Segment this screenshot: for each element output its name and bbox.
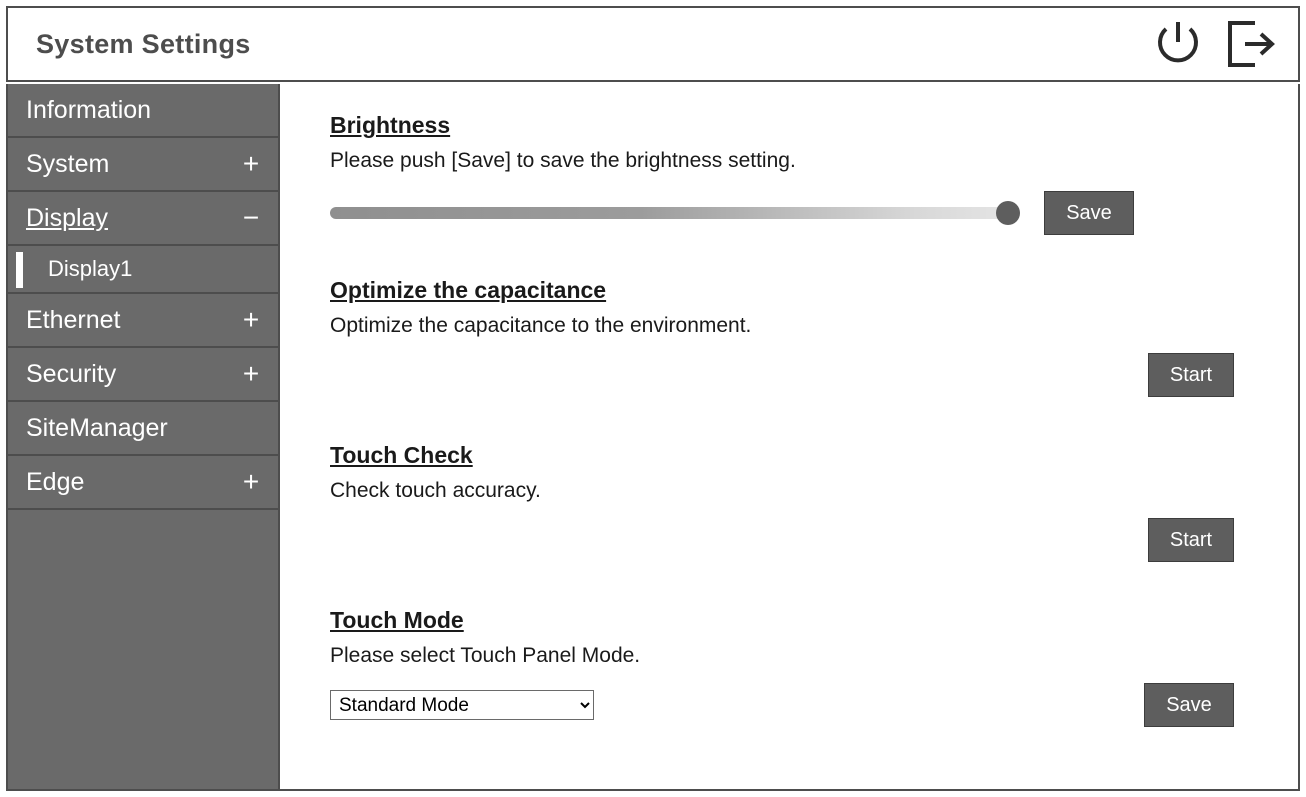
section-optimize-capacitance	[330, 277, 1264, 398]
touch-check-title: Touch Check	[330, 442, 473, 468]
sidebar-item-label: System	[26, 149, 110, 178]
capacitance-title: Optimize the capacitance	[330, 277, 607, 303]
sidebar-item-display[interactable]	[8, 192, 278, 246]
capacitance-button-row	[330, 352, 1264, 398]
sidebar-item-edge[interactable]	[8, 456, 278, 510]
title-bar	[6, 6, 1300, 82]
section-touch-mode	[330, 607, 1264, 728]
titlebar-actions	[1150, 16, 1280, 72]
sidebar-item-sitemanager[interactable]	[8, 402, 278, 456]
brightness-row	[330, 191, 1264, 235]
plus-icon: +	[242, 358, 260, 389]
slider-track	[330, 207, 1020, 219]
brightness-title: Brightness	[330, 112, 451, 138]
capacitance-description: Optimize the capacitance to the environment.	[330, 314, 752, 337]
brightness-slider[interactable]	[330, 200, 1020, 226]
touch-mode-description: Please select Touch Panel Mode.	[330, 644, 641, 667]
touch-check-button-row	[330, 517, 1264, 563]
touch-mode-save-button[interactable]: Save	[1144, 683, 1234, 727]
touch-mode-row	[330, 682, 1264, 728]
touch-mode-title: Touch Mode	[330, 607, 464, 633]
sidebar-item-label: Edge	[26, 467, 85, 496]
sidebar-item-label: SiteManager	[26, 413, 168, 442]
sidebar-item-security[interactable]	[8, 348, 278, 402]
content-panel	[280, 84, 1300, 791]
slider-thumb[interactable]	[996, 201, 1020, 225]
plus-icon: +	[242, 304, 260, 335]
minus-icon: −	[242, 202, 260, 233]
plus-icon: +	[242, 148, 260, 179]
sidebar-item-information[interactable]	[8, 84, 278, 138]
sidebar	[6, 84, 280, 791]
section-brightness	[330, 112, 1264, 235]
touch-mode-select[interactable]	[330, 690, 594, 720]
touch-check-start-button[interactable]: Start	[1148, 518, 1234, 562]
sidebar-item-label: Display	[26, 203, 108, 232]
sidebar-item-label: Information	[26, 95, 152, 124]
capacitance-start-button[interactable]: Start	[1148, 353, 1234, 397]
sidebar-item-ethernet[interactable]	[8, 294, 278, 348]
brightness-save-button[interactable]: Save	[1044, 191, 1134, 235]
brightness-description: Please push [Save] to save the brightness setting.	[330, 149, 796, 172]
touch-check-description: Check touch accuracy.	[330, 479, 541, 502]
sidebar-item-label: Ethernet	[26, 305, 121, 334]
sidebar-subitem-label: Display1	[48, 256, 133, 281]
logout-icon[interactable]	[1224, 16, 1280, 72]
plus-icon: +	[242, 466, 260, 497]
sidebar-item-system[interactable]	[8, 138, 278, 192]
sidebar-item-display1[interactable]	[8, 246, 278, 294]
section-touch-check	[330, 442, 1264, 563]
power-icon[interactable]	[1150, 16, 1206, 72]
page-title: System Settings	[36, 28, 251, 59]
sidebar-item-label: Security	[26, 359, 117, 388]
